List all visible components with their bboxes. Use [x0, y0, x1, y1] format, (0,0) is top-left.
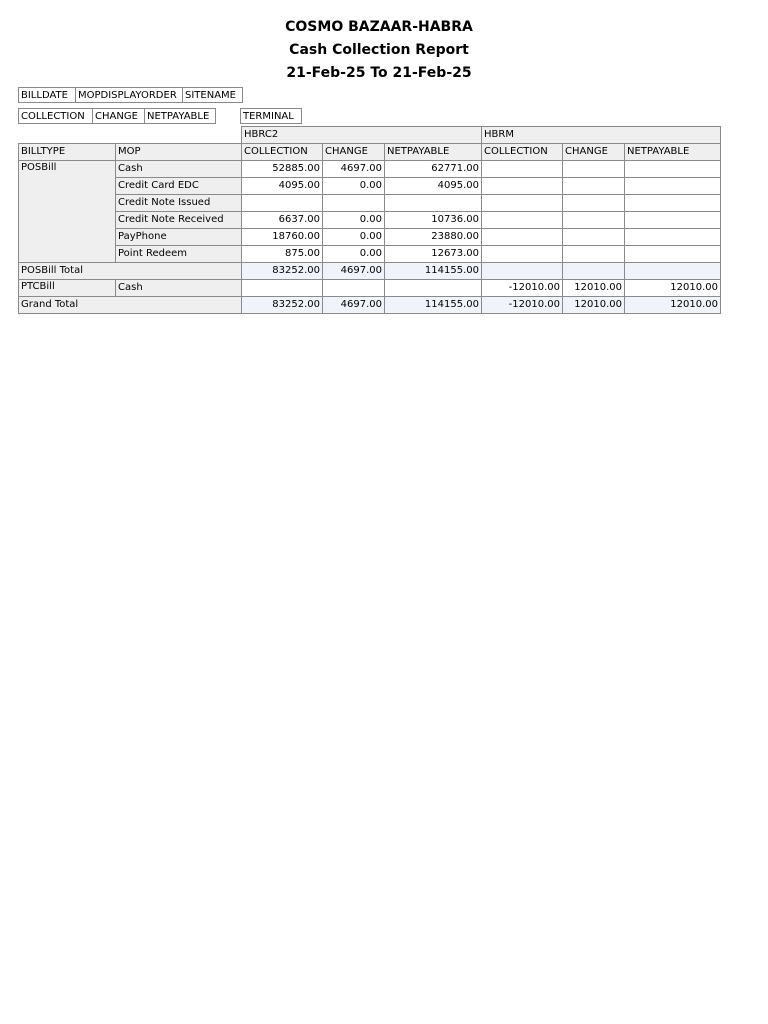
terminal-hbrc2-header[interactable]: HBRC2: [242, 127, 482, 144]
value-cell: [482, 246, 563, 263]
value-cell: 83252.00: [242, 263, 323, 280]
value-cell: [625, 161, 721, 178]
mop-cell[interactable]: Credit Card EDC: [116, 178, 242, 195]
value-cell: [563, 229, 625, 246]
value-cell: [323, 195, 385, 212]
value-cell: 6637.00: [242, 212, 323, 229]
pivot-table: [18, 126, 721, 314]
value-cell: [482, 178, 563, 195]
value-cell: 83252.00: [242, 297, 323, 314]
mop-cell[interactable]: Credit Note Received: [116, 212, 242, 229]
value-cell: [242, 280, 323, 297]
subtotal-row: [19, 263, 721, 280]
value-cell: 12673.00: [385, 246, 482, 263]
value-cell: [482, 195, 563, 212]
mop-cell[interactable]: PayPhone: [116, 229, 242, 246]
row-field-sitename[interactable]: SITENAME: [182, 87, 243, 103]
value-cell: [563, 212, 625, 229]
value-cell: [563, 161, 625, 178]
report-header: [0, 16, 758, 85]
hbrm-netpayable-header[interactable]: NETPAYABLE: [625, 144, 721, 161]
terminal-header-row: [19, 127, 721, 144]
grand-total-row: [19, 297, 721, 314]
value-cell: 4697.00: [323, 161, 385, 178]
value-cell: [625, 263, 721, 280]
value-cell: 0.00: [323, 246, 385, 263]
value-cell: [563, 263, 625, 280]
billtype-ptcbill[interactable]: PTCBill: [19, 280, 116, 297]
row-field-mopdisplayorder[interactable]: MOPDISPLAYORDER: [75, 87, 183, 103]
company-name: COSMO BAZAAR-HABRA: [285, 19, 473, 35]
table-row: [19, 161, 721, 178]
value-cell: [563, 195, 625, 212]
row-field-billdate[interactable]: BILLDATE: [18, 87, 76, 103]
value-cell: [625, 246, 721, 263]
data-field-change[interactable]: CHANGE: [92, 108, 145, 124]
value-cell: 4697.00: [323, 263, 385, 280]
value-cell: 4095.00: [242, 178, 323, 195]
table-row: [19, 229, 721, 246]
value-cell: 23880.00: [385, 229, 482, 246]
value-cell: [482, 161, 563, 178]
value-cell: [563, 246, 625, 263]
hbrc2-netpayable-header[interactable]: NETPAYABLE: [385, 144, 482, 161]
hbrm-change-header[interactable]: CHANGE: [563, 144, 625, 161]
billtype-posbill[interactable]: POSBill: [19, 161, 116, 263]
value-cell: [482, 229, 563, 246]
value-cell: 12010.00: [625, 297, 721, 314]
value-cell: 114155.00: [385, 263, 482, 280]
column-field-list: [240, 108, 301, 124]
data-field-list: [18, 108, 215, 124]
row-field-list: [18, 87, 242, 103]
value-cell: 4095.00: [385, 178, 482, 195]
corner-cell: [19, 127, 242, 144]
value-cell: 10736.00: [385, 212, 482, 229]
value-cell: [625, 178, 721, 195]
mop-cell[interactable]: Point Redeem: [116, 246, 242, 263]
hbrm-collection-header[interactable]: COLLECTION: [482, 144, 563, 161]
measure-header-row: [19, 144, 721, 161]
mop-cell[interactable]: Cash: [116, 280, 242, 297]
value-cell: [385, 280, 482, 297]
billtype-header[interactable]: BILLTYPE: [19, 144, 116, 161]
value-cell: [323, 280, 385, 297]
value-cell: [482, 263, 563, 280]
column-field-terminal[interactable]: TERMINAL: [240, 108, 302, 124]
value-cell: [385, 195, 482, 212]
table-row: [19, 195, 721, 212]
value-cell: [482, 212, 563, 229]
value-cell: -12010.00: [482, 297, 563, 314]
value-cell: 114155.00: [385, 297, 482, 314]
value-cell: [625, 212, 721, 229]
date-range: 21-Feb-25 To 21-Feb-25: [286, 65, 472, 81]
hbrc2-collection-header[interactable]: COLLECTION: [242, 144, 323, 161]
value-cell: 18760.00: [242, 229, 323, 246]
table-row: [19, 280, 721, 297]
value-cell: 52885.00: [242, 161, 323, 178]
mop-cell[interactable]: Cash: [116, 161, 242, 178]
terminal-hbrm-header[interactable]: HBRM: [482, 127, 721, 144]
value-cell: [563, 178, 625, 195]
grand-total-label[interactable]: Grand Total: [19, 297, 242, 314]
value-cell: 0.00: [323, 229, 385, 246]
posbill-total-label[interactable]: POSBill Total: [19, 263, 242, 280]
hbrc2-change-header[interactable]: CHANGE: [323, 144, 385, 161]
value-cell: 0.00: [323, 212, 385, 229]
value-cell: [625, 195, 721, 212]
value-cell: 12010.00: [563, 280, 625, 297]
data-field-collection[interactable]: COLLECTION: [18, 108, 93, 124]
table-row: [19, 246, 721, 263]
value-cell: -12010.00: [482, 280, 563, 297]
value-cell: 4697.00: [323, 297, 385, 314]
mop-cell[interactable]: Credit Note Issued: [116, 195, 242, 212]
value-cell: [625, 229, 721, 246]
table-row: [19, 212, 721, 229]
value-cell: 62771.00: [385, 161, 482, 178]
value-cell: [242, 195, 323, 212]
mop-header[interactable]: MOP: [116, 144, 242, 161]
report-title: Cash Collection Report: [289, 42, 469, 58]
table-row: [19, 178, 721, 195]
data-field-netpayable[interactable]: NETPAYABLE: [144, 108, 216, 124]
value-cell: 12010.00: [625, 280, 721, 297]
value-cell: 12010.00: [563, 297, 625, 314]
value-cell: 875.00: [242, 246, 323, 263]
value-cell: 0.00: [323, 178, 385, 195]
